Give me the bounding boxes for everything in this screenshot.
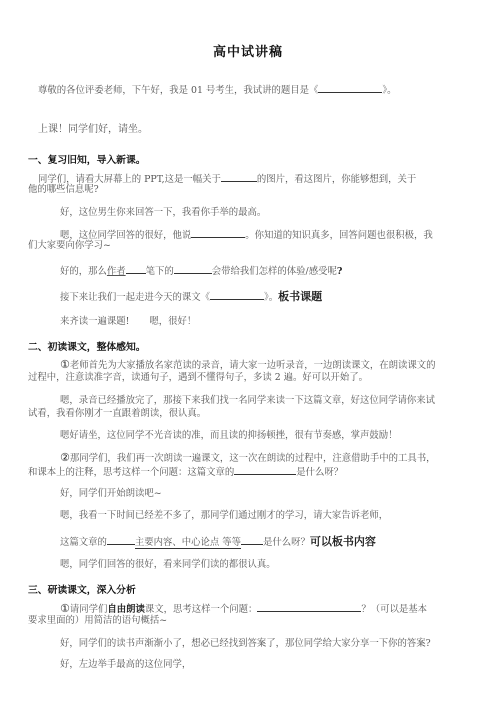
s2-paragraph-2-cont: 试看，我看你刚才一直跟着朗读，很认真。 [28, 408, 207, 419]
s1-paragraph-3-cont: 们大家要向你学习~ [28, 240, 111, 251]
s3-p1-text-c: ？（可以是基本 [361, 604, 428, 615]
greeting-line [38, 83, 396, 97]
s3-p1-text-a: 请同学们 [69, 604, 108, 615]
s1-p1-blank [221, 172, 257, 182]
s2-paragraph-2: 嗯，录音已经播放完了，那接下来我们找一名同学来读一下这篇文章，好这位同学请你来试 [60, 395, 436, 406]
s2-paragraph-8: 嗯，同学们回答的很好，看来同学们读的都很认真。 [60, 559, 276, 570]
s2-paragraph-7 [60, 535, 376, 549]
s1-p3-blank [191, 228, 245, 238]
s2-p4-text-a: 那同学们，我们再一次朗读一遍课文，这一次在朗读的过程中，注意借助手中的工具书， [69, 453, 436, 464]
s1-p1-text-b: 的图片，看这图片，你能够想到，关于 [256, 174, 417, 185]
s1-paragraph-2: 好，这位男生你来回答一下，我看你手举的最高。 [60, 207, 267, 218]
s3-p1-bold: 自由朗读 [107, 604, 145, 615]
s2-paragraph-3: 嗯好请坐，这位同学不光音读的准，而且读的抑扬顿挫，很有节奏感，掌声鼓励！ [60, 430, 398, 441]
greeting-end: 》。 [382, 85, 397, 96]
s3-paragraph-3: 好，左边举手最高的这位同学， [60, 659, 192, 670]
s2-paragraph-5: 好，同学们开始朗读吧~ [60, 488, 162, 499]
s2-p7-text-a: 这篇文章的 [60, 537, 107, 548]
s2-paragraph-1 [60, 359, 436, 372]
s2-p7-fill-text: 主要内容、中心论点 等等 [134, 537, 241, 548]
s2-p4-text-c: 是什么呀？ [296, 467, 344, 478]
s1-paragraph-4 [60, 264, 342, 278]
s1-p4-blank-2 [174, 264, 212, 274]
s2-p4-text-b: 和课本上的注释，思考这样一个问题：这篇文章的 [28, 467, 235, 478]
greeting-text: 尊敬的各位评委老师，下午好，我是 01 号考生，我试讲的题目是《 [38, 85, 319, 96]
s2-p1-number: ① [60, 358, 70, 371]
s1-p3-text-a: 嗯，这位同学回答的很好，他说 [60, 230, 192, 241]
section-2-heading: 二、初读课文，整体感知。 [28, 342, 146, 353]
s3-paragraph-1-cont: 要求里面的）用简洁的语句概括~ [28, 615, 168, 626]
s1-p5-text-a: 接下来让我们一起走进今天的课文《 [60, 292, 211, 303]
s1-paragraph-6 [60, 316, 196, 328]
page-title: 高中试讲稿 [212, 45, 283, 60]
section-3-heading: 三、研读课文，深入分析 [28, 585, 136, 596]
s2-paragraph-6: 嗯，我看一下时间已经差不多了，那同学们通过刚才的学习，请大家告诉老师， [60, 510, 389, 521]
s1-paragraph-3 [60, 228, 433, 242]
lesson-title-blank [318, 83, 382, 93]
s1-p1-text-a: 同学们，请看大屏幕上的 PPT,这是一幅关于 [38, 174, 221, 185]
s2-p4-number: ② [60, 451, 70, 464]
s2-paragraph-1-cont: 过程中，注意读准字音，读通句子，遇到不懂得句子，多读 2 遍。好可以开始了。 [28, 372, 369, 383]
s1-paragraph-5 [60, 290, 322, 304]
s1-p4-question: ? [336, 266, 343, 277]
s1-p6-text-b: 嗯，很好！ [149, 316, 197, 327]
s1-p4-text-a: 好的，那么 [60, 266, 107, 277]
s1-p6-text-a: 来齐读一遍课题! [60, 316, 130, 327]
s2-p7-text-b: 是什么呀？ [263, 537, 310, 548]
s2-p4-blank [234, 465, 296, 475]
s3-p1-blank [257, 602, 361, 612]
s1-p4-blank-1 [126, 264, 146, 274]
s3-p1-text-b: 课文，思考这样一个问题： [144, 604, 258, 615]
s2-board-note: 可以板书内容 [309, 535, 376, 548]
s2-p1-text-a: 老师首先为大家播放名家范读的录音，请大家一边听录音，一边朗读课文，在朗读课文的 [69, 360, 436, 371]
s1-paragraph-1-cont: 他的哪些信息呢? [28, 184, 99, 195]
s1-p5-text-b: 》。 [264, 292, 279, 303]
s1-p3-text-b: 。你知道的知识真多，回答问题也很积极，我 [245, 230, 433, 241]
s1-p5-blank [210, 290, 264, 300]
s2-paragraph-4 [60, 452, 436, 465]
s1-p4-text-c: 会带给我们怎样的体验/感受呢 [211, 266, 337, 277]
s1-p4-text-b: 笔下的 [145, 266, 174, 277]
s3-paragraph-2: 好，同学们的读书声渐渐小了，想必已经找到答案了，那位同学给大家分享一下你的答案? [60, 638, 431, 649]
opening-line: 上课！同学们好，请坐。 [38, 124, 148, 135]
section-1-heading: 一、复习旧知，导入新课。 [28, 155, 146, 166]
s3-paragraph-1 [60, 602, 427, 616]
s1-p4-author: 作者 [106, 266, 126, 277]
s3-p1-number: ① [60, 602, 70, 615]
s1-board-note: 板书课题 [278, 290, 323, 303]
s2-paragraph-4-cont [28, 465, 343, 479]
